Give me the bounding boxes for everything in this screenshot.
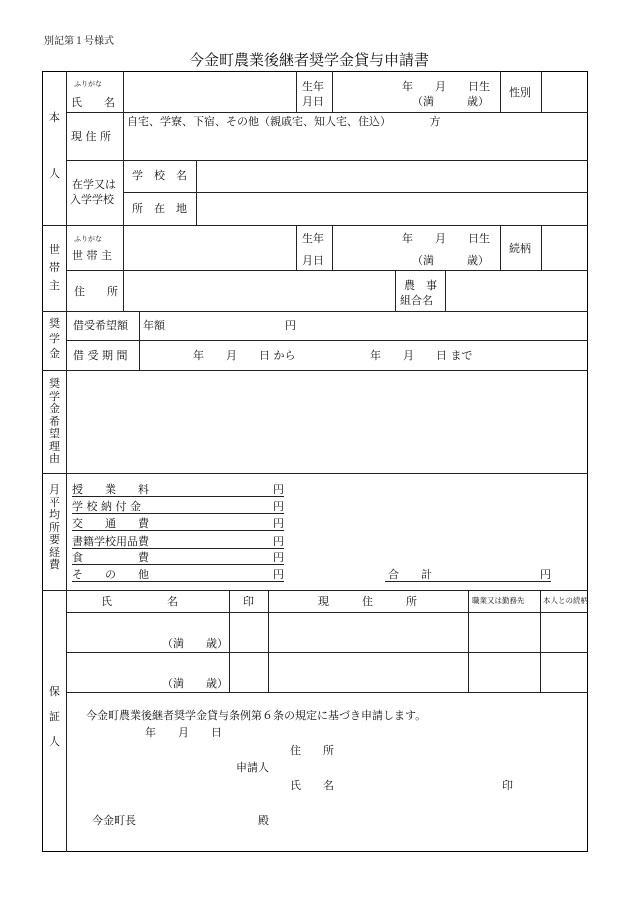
section-householder-char-1: 世 bbox=[49, 243, 60, 256]
union-label-1: 農 事 bbox=[404, 279, 437, 292]
loan-amount-prefix: 年額 bbox=[143, 319, 165, 332]
form-title: 今金町農業後継者奨学金貸与申請書 bbox=[189, 51, 430, 69]
expense-school-fees-unit: 円 bbox=[273, 500, 284, 513]
householder-relation-label: 続柄 bbox=[509, 242, 531, 255]
declaration-applicant-label: 申請人 bbox=[236, 761, 269, 774]
expense-books-unit: 円 bbox=[273, 535, 284, 548]
section-householder-char-2: 帯 bbox=[49, 261, 60, 274]
expense-tuition-label: 授 業 料 bbox=[72, 483, 149, 496]
expense-transport-label: 交 通 費 bbox=[72, 517, 149, 530]
school-label-2: 入学学校 bbox=[70, 193, 114, 206]
section-expenses-label: 月 平 均 所 要 経 費 bbox=[49, 483, 60, 571]
school-address-label: 所 在 地 bbox=[132, 202, 187, 215]
applicant-address-label: 現 住 所 bbox=[71, 130, 111, 143]
section-guarantor-char-3: 人 bbox=[49, 735, 60, 748]
loan-amount-unit: 円 bbox=[285, 319, 296, 332]
declaration-seal: 印 bbox=[502, 779, 513, 792]
section-reason-label: 奨 学 金 希 望 理 由 bbox=[49, 377, 60, 465]
section-scholarship-char-2: 学 bbox=[49, 332, 60, 345]
householder-furigana-label: ふりがな bbox=[74, 235, 102, 243]
applicant-birth-label-2: 月日 bbox=[302, 95, 324, 108]
loan-amount-label: 借受希望額 bbox=[73, 319, 128, 332]
expense-food-unit: 円 bbox=[273, 551, 284, 564]
householder-address-label: 住 所 bbox=[74, 285, 118, 298]
expense-other-label: そ の 他 bbox=[72, 568, 149, 581]
section-householder-char-3: 主 bbox=[49, 279, 60, 292]
expense-books-label: 書籍学校用品費 bbox=[72, 535, 149, 548]
addressee-honorific: 殿 bbox=[258, 814, 269, 827]
loan-period-from: 年 月 日 から bbox=[193, 349, 296, 362]
declaration-text: 今金町農業後継者奨学金貸与条例第６条の規定に基づき申請します。 bbox=[86, 709, 427, 722]
expense-transport-unit: 円 bbox=[273, 517, 284, 530]
householder-birth-label-2: 月日 bbox=[302, 254, 324, 267]
applicant-name-label: 氏 名 bbox=[71, 96, 115, 109]
loan-period-label: 借 受 期 間 bbox=[73, 349, 128, 362]
addressee-label: 今金町長 bbox=[92, 814, 136, 827]
expense-other-unit: 円 bbox=[273, 568, 284, 581]
form-number-label: 別記第１号様式 bbox=[44, 36, 114, 47]
householder-birth-label-1: 生年 bbox=[302, 232, 324, 245]
residence-options: 自宅、学寮、下宿、その他（親戚宅、知人宅、住込） 方 bbox=[127, 115, 441, 128]
section-applicant-char-1: 本 bbox=[49, 111, 60, 124]
applicant-age-format: （満 歳） bbox=[412, 95, 489, 108]
section-scholarship-char-3: 金 bbox=[49, 347, 60, 360]
section-guarantor-char-1: 保 bbox=[49, 685, 60, 698]
expense-tuition-unit: 円 bbox=[273, 483, 284, 496]
expense-total-unit: 円 bbox=[540, 568, 551, 581]
section-applicant-char-2: 人 bbox=[49, 167, 60, 180]
householder-age-format: （満 歳） bbox=[412, 254, 489, 267]
applicant-sex-label: 性別 bbox=[509, 86, 531, 99]
declaration-date: 年 月 日 bbox=[145, 726, 222, 739]
school-name-label: 学 校 名 bbox=[132, 169, 187, 182]
union-label-2: 組合名 bbox=[400, 294, 433, 307]
guarantor-col-work: 職業又は勤務先 bbox=[472, 596, 525, 605]
applicant-birth-format: 年 月 日生 bbox=[402, 80, 490, 93]
applicant-furigana-label: ふりがな bbox=[74, 80, 102, 88]
expense-total-label: 合 計 bbox=[388, 568, 432, 581]
loan-period-to: 年 月 日 まで bbox=[370, 349, 473, 362]
guarantor-col-seal: 印 bbox=[243, 595, 254, 608]
expense-school-fees-label: 学 校 納 付 金 bbox=[72, 500, 141, 513]
applicant-birth-label-1: 生年 bbox=[302, 80, 324, 93]
householder-birth-format: 年 月 日生 bbox=[402, 232, 490, 245]
expense-food-label: 食 費 bbox=[72, 551, 149, 564]
guarantor-col-relation: 本人との続柄 bbox=[543, 596, 588, 605]
guarantor-1-age: （満 歳） bbox=[162, 637, 228, 650]
householder-name-label: 世 帯 主 bbox=[72, 249, 112, 262]
section-guarantor-char-2: 証 bbox=[49, 710, 60, 723]
guarantor-col-address: 現 住 所 bbox=[318, 595, 417, 608]
section-scholarship-char-1: 奨 bbox=[49, 317, 60, 330]
guarantor-2-age: （満 歳） bbox=[162, 677, 228, 690]
school-label-1: 在学又は bbox=[72, 178, 116, 191]
declaration-name-label: 氏 名 bbox=[290, 779, 334, 792]
declaration-address-label: 住 所 bbox=[290, 744, 334, 757]
guarantor-col-name: 氏 名 bbox=[101, 595, 178, 608]
